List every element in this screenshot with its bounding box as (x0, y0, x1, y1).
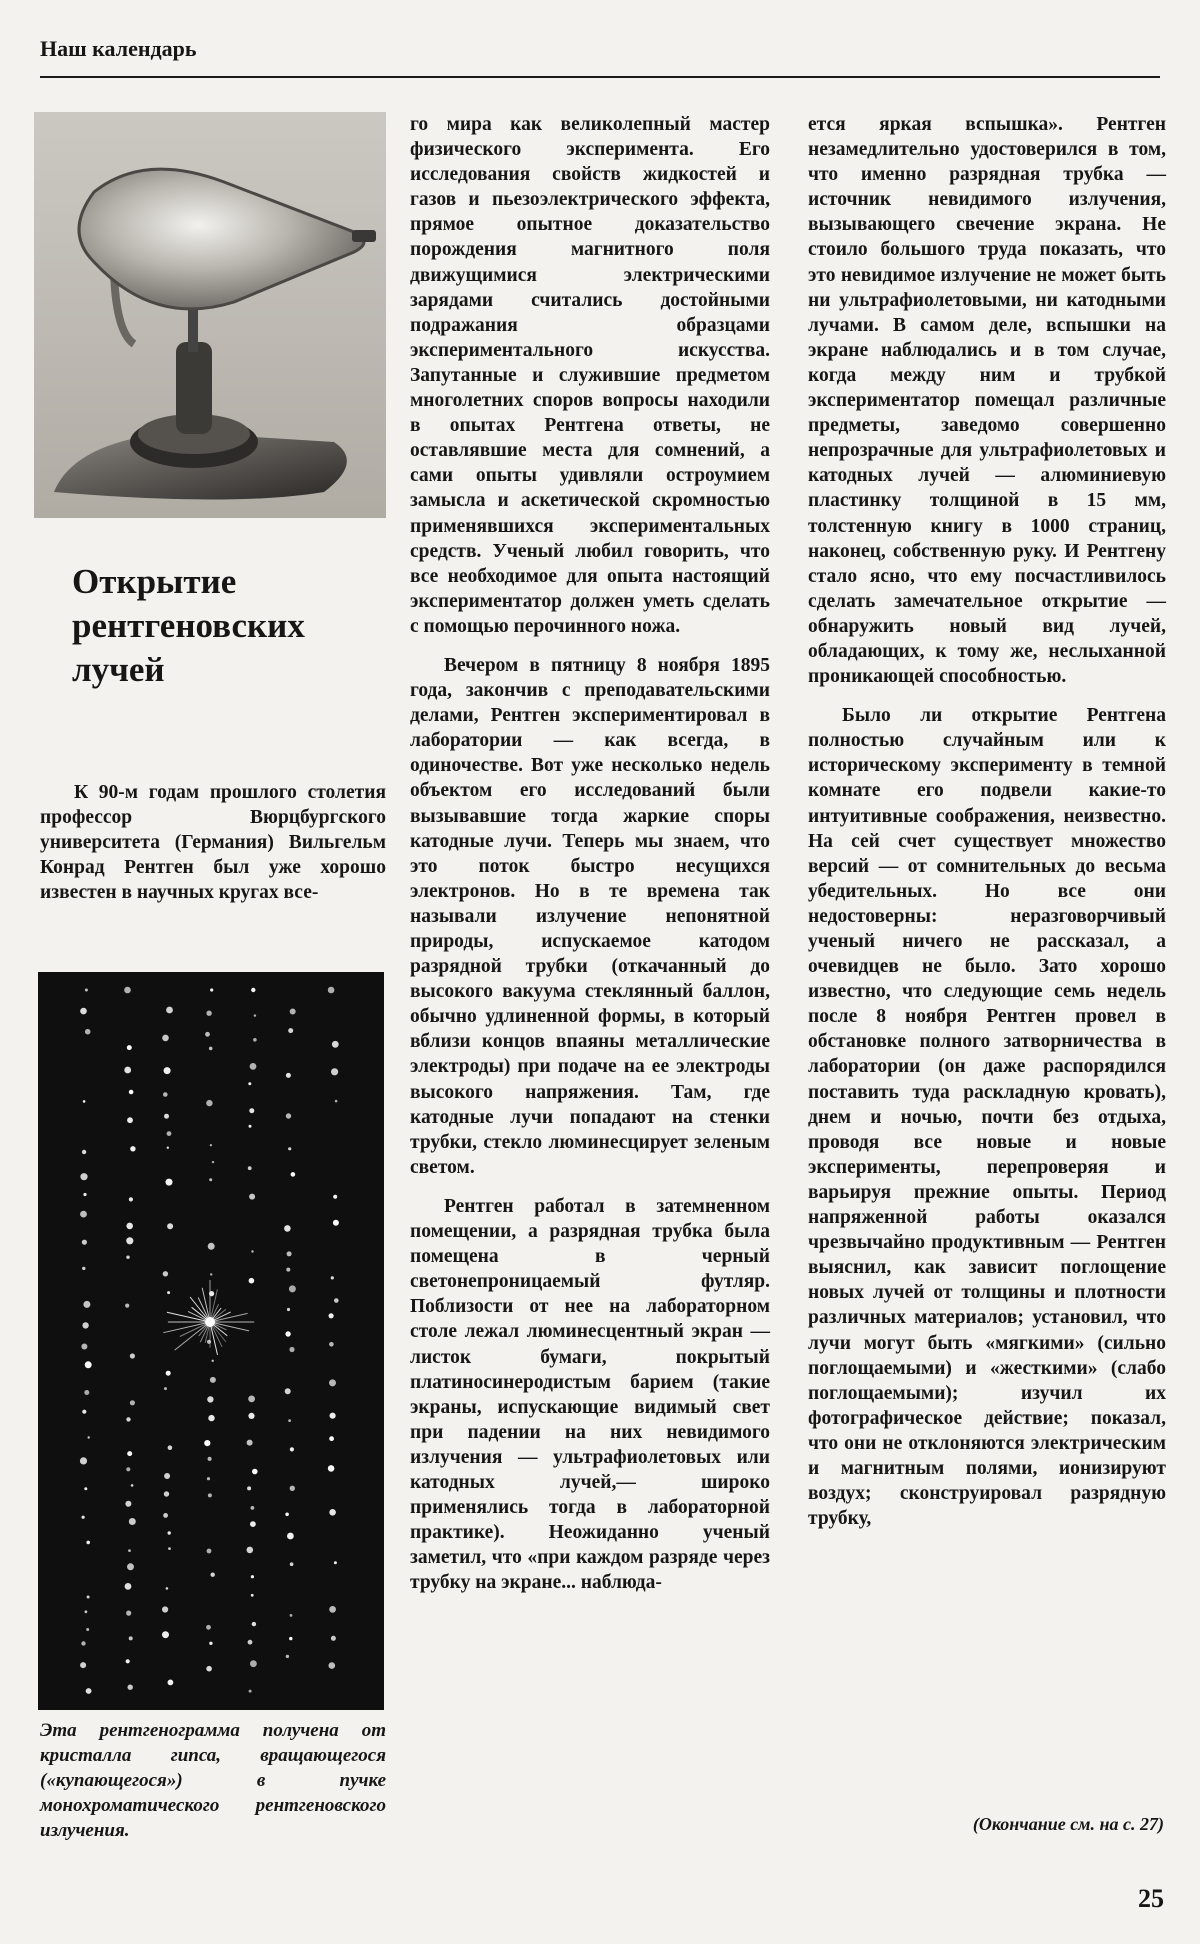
diffraction-spot (247, 1547, 254, 1554)
diffraction-spot (84, 1390, 89, 1395)
diffraction-spot (285, 1513, 289, 1517)
diffraction-spot (286, 1113, 291, 1118)
diffraction-spot (333, 1220, 339, 1226)
diffraction-spot (247, 1440, 253, 1446)
diffraction-spot (331, 1068, 338, 1075)
diffraction-spot (248, 1640, 253, 1645)
paragraph: К 90-м годам прошлого столетия профессор Вюрцбургского университета (Германия) Вильгельм Конрад Рентген был уже хорошо известен в научных кругах все- (40, 782, 386, 904)
diffraction-spot (162, 1631, 169, 1638)
diffraction-spot (205, 1032, 210, 1037)
diffraction-spot (328, 1465, 335, 1472)
diffraction-spot (249, 1125, 252, 1128)
diffraction-spot (206, 1666, 212, 1672)
diffraction-spot (82, 1322, 88, 1328)
paragraph: Рентген работал в затемненном помещении, а разрядная трубка была помещена в черный светонепроницаемый футляр. Поблизости от нее на лабораторном столе лежал люминесцентный экран — листок бумаги, покрытый платиносинеродистым барием (такие экраны, испускающие видимый свет при падении на них невидимого излучения — ультрафиолетовых или катодных лучей,— широко применялись тогда в лабораторной практике). Неожиданно ученый заметил, что «при каждом разряде через трубку на экране... наблюда- (410, 1195, 770, 1594)
diffraction-spot (249, 1278, 255, 1284)
diffraction-spot (252, 1622, 256, 1626)
diffraction-spot (212, 1360, 214, 1362)
diffraction-spot (329, 1662, 336, 1669)
diffraction-spot (81, 1344, 87, 1350)
diffraction-spot (167, 1291, 170, 1294)
discharge-tube-photo (34, 112, 386, 518)
diffraction-spot (130, 1400, 135, 1405)
x-ray-diffraction-image (38, 972, 384, 1710)
diffraction-spot (251, 988, 255, 992)
diffraction-spot (290, 1009, 296, 1015)
diffraction-spot (163, 1092, 168, 1097)
diffraction-spot (126, 1256, 129, 1259)
diffraction-spot (164, 1067, 171, 1074)
diffraction-spot (130, 1146, 135, 1151)
diffraction-spot (286, 1073, 291, 1078)
diffraction-spot (289, 1285, 296, 1292)
diffraction-spot (127, 1451, 132, 1456)
diffraction-spot (254, 1014, 256, 1016)
diffraction-spot (128, 1685, 133, 1690)
diffraction-spot (130, 1353, 135, 1358)
diffraction-spot (331, 1636, 336, 1641)
diffraction-spot (285, 1331, 290, 1336)
article-column-1 (40, 780, 386, 905)
diffraction-spot (290, 1447, 294, 1451)
diffraction-spot (127, 1563, 134, 1570)
diffraction-spot (164, 1473, 170, 1479)
diffraction-spot (163, 1271, 168, 1276)
diffraction-spot (166, 1371, 171, 1376)
diffraction-spot (83, 1301, 90, 1308)
diffraction-spot (212, 1161, 214, 1163)
diffraction-spot (250, 1063, 257, 1070)
diffraction-spot (209, 1642, 212, 1645)
header-divider (40, 76, 1160, 78)
diffraction-spot (251, 1250, 253, 1252)
diffraction-spot (249, 1690, 252, 1693)
diffraction-spot (328, 987, 335, 994)
diffraction-spot (82, 1410, 86, 1414)
diffraction-spot (284, 1225, 291, 1232)
diffraction-spot (288, 1147, 291, 1150)
diffraction-spot (83, 1100, 86, 1103)
diffraction-spot (211, 1573, 215, 1577)
diffraction-spot (208, 1415, 214, 1421)
diffraction-spot (207, 1549, 212, 1554)
diffraction-spot (124, 987, 131, 994)
diffraction-spot (168, 1547, 171, 1550)
diffraction-spot (82, 1150, 86, 1154)
diffraction-spot (290, 1614, 293, 1617)
diffraction-spot (166, 1587, 169, 1590)
diffraction-spot (126, 1417, 130, 1421)
diffraction-spot (330, 1413, 336, 1419)
diffraction-spot (334, 1561, 337, 1564)
diffraction-spot (206, 1100, 212, 1106)
diffraction-spot (129, 1636, 133, 1640)
paragraph: Вечером в пятницу 8 ноября 1895 года, закончив с преподавательскими делами, Рентген экспериментировал в лаборатории — как всегда, в одиночестве. Вот уже несколько недель объектом его исследований были вызывавшие тогда жаркие споры катодные лучи. Теперь мы знаем, что это поток быстро несущихся электронов. Но в те времена так называли излучение непонятной природы, испускаемое катодом разрядной трубки (откачанный до высокого вакуума стеклянный баллон, обычно удлиненной формы, в который вблизи концов впаяны металлические электроды) при подаче на ее электроды высокого напряжения. Там, где катодные лучи попадают на стенки трубки, стекло люминесцирует зеленым светом. (410, 654, 770, 1178)
diffraction-spot (126, 1467, 130, 1471)
diffraction-spot (124, 1067, 131, 1074)
diffraction-spot (84, 1487, 87, 1490)
image-caption: Эта рентгенограмма получена от кристалла гипса, вращающегося («купающегося») в пучке монохроматического рентгеновского излучения. (40, 1720, 386, 1841)
diffraction-spot (204, 1440, 210, 1446)
diffraction-spot (291, 1172, 296, 1177)
diffraction-spot (250, 1660, 257, 1667)
diffraction-spot (166, 1007, 173, 1014)
diffraction-spot (249, 1194, 255, 1200)
diffraction-spot (329, 1342, 334, 1347)
diffraction-spot (164, 1491, 169, 1496)
diffraction-spot (208, 1493, 212, 1497)
diffraction-spot (290, 1486, 295, 1491)
diffraction-spot (126, 1237, 133, 1244)
diffraction-spot (248, 1413, 254, 1419)
diffraction-spot (288, 1028, 293, 1033)
diffraction-spot (162, 1606, 168, 1612)
diffraction-spot (162, 1035, 169, 1042)
diffraction-spot (80, 1662, 86, 1668)
article-column-2 (410, 112, 770, 1595)
diffraction-spot (85, 1610, 88, 1613)
diffraction-spot (329, 1509, 336, 1516)
diffraction-spot (125, 1583, 132, 1590)
article-column-3 (808, 112, 1166, 1531)
diffraction-spot (168, 1531, 171, 1534)
diffraction-spot (125, 1501, 131, 1507)
diffraction-spot (209, 1178, 212, 1181)
diffraction-spot (210, 1377, 216, 1383)
diffraction-spot (287, 1251, 292, 1256)
diffraction-spot (129, 1090, 134, 1095)
diffraction-spot (286, 1268, 290, 1272)
diffraction-spot (80, 1211, 87, 1218)
diffraction-spot (290, 1562, 294, 1566)
diffraction-spot (329, 1379, 336, 1386)
diffraction-spot (127, 1117, 133, 1123)
diffraction-spot (164, 1114, 169, 1119)
diffraction-spot (253, 1038, 257, 1042)
paragraph: ется яркая вспышка». Рентген незамедлительно удостоверился в том, что именно разрядная трубка — источник невидимого излучения, вызывающего свечение экрана. Не стоило большого труда показать, что это невидимое излучение не может быть ни ультрафиолетовыми, ни катодными лучами. В самом деле, вспышки на экране наблюдались и в том случае, когда между ним и трубкой экспериментатор помещал различные предметы, заведомо совершенно непрозрачные для ультрафиолетовых и катодных лучей — алюминиевую пластинку толщиной в 15 мм, толстенную книгу в 1000 страниц, наконец, собственную руку. И Рентгену стало ясно, что ему посчастливилось сделать замечательное открытие — обнаружить новый вид лучей, обладающих, к тому же, неслыханной проникающей способностью. (808, 114, 1166, 688)
diffraction-spot (285, 1388, 291, 1394)
diffraction-spot (126, 1611, 131, 1616)
diffraction-spot (289, 1637, 292, 1640)
diffraction-spot (252, 1469, 258, 1475)
diffraction-spot (331, 1276, 334, 1279)
diffraction-spot (163, 1513, 168, 1518)
diffraction-spot (210, 1144, 212, 1146)
diffraction-spot (329, 1313, 334, 1318)
diffraction-spot (128, 1549, 131, 1552)
diffraction-spot (167, 1223, 173, 1229)
diffraction-spot (206, 1011, 211, 1016)
diffraction-spot (127, 1045, 132, 1050)
diffraction-spot (206, 1625, 211, 1630)
diffraction-spot (247, 1486, 251, 1490)
diffraction-spot (334, 1298, 339, 1303)
diffraction-spot (126, 1223, 133, 1230)
diffraction-spot (85, 1361, 92, 1368)
diffraction-spot (207, 1477, 210, 1480)
diffraction-spot (287, 1308, 290, 1311)
diffraction-spot (251, 1594, 254, 1597)
diffraction-spot (329, 1436, 334, 1441)
diffraction-spot (129, 1518, 136, 1525)
diffraction-spot (289, 1347, 294, 1352)
diffraction-spot (208, 1457, 212, 1461)
article-title: Открытие рентгеновских лучей (72, 562, 305, 689)
diffraction-spot (249, 1108, 254, 1113)
diffraction-spot (248, 1166, 252, 1170)
diffraction-spot (248, 1082, 251, 1085)
diffraction-spot (210, 1273, 212, 1275)
diffraction-spot (288, 1419, 291, 1422)
diffraction-spot (82, 1267, 85, 1270)
page-number: 25 (1138, 1884, 1164, 1913)
diffraction-spot (250, 1521, 256, 1527)
diffraction-spot (81, 1641, 85, 1645)
diffraction-spot (166, 1179, 173, 1186)
diffraction-spot (251, 1575, 254, 1578)
diffraction-spot (168, 1680, 174, 1686)
diffraction-spot (164, 1387, 167, 1390)
central-flare (205, 1317, 215, 1327)
diffraction-spot (129, 1197, 133, 1201)
diffraction-spot (335, 1100, 338, 1103)
diffraction-spot (80, 1457, 87, 1464)
diffraction-spot (286, 1655, 289, 1658)
diffraction-spot (329, 1606, 336, 1613)
diffraction-spot (80, 1173, 87, 1180)
diffraction-spot (168, 1445, 173, 1450)
diffraction-spot (210, 988, 213, 991)
diffraction-spot (333, 1195, 337, 1199)
diffraction-spot (208, 1243, 215, 1250)
paragraph: го мира как великолепный мастер физического эксперимента. Его исследования свойств жидкостей и газов и пьезоэлектрического эффекта, прямое опытное доказательство порождения магнитного поля движущимися электрическими зарядами считались достойными подражания образцами экспериментального искусства. Запутанные и служившие предметом многолетних споров вопросы находили в опытах Рентгена ответы, не оставлявшие места для сомнений, а сами опыты удивляли остроумием замысла и аскетической скромностью применявшихся экспериментальных средств. Ученый любил говорить, что все необходимое для опыта настоящий экспериментатор должен уметь сделать с помощью перочинного ножа. (410, 114, 770, 637)
diffraction-spot (82, 1516, 85, 1519)
diffraction-spot (209, 1047, 213, 1051)
diffraction-spot (86, 1628, 89, 1631)
diffraction-spot (248, 1396, 255, 1403)
diffraction-spot (85, 989, 88, 992)
diffraction-spot (85, 1029, 91, 1035)
diffraction-spot (332, 1041, 339, 1048)
diffraction-spot (125, 1304, 129, 1308)
diffraction-spot (86, 1688, 92, 1694)
diffraction-spot (88, 1436, 90, 1438)
section-header: Наш календарь (40, 36, 197, 61)
diffraction-spot (251, 1506, 255, 1510)
diffraction-spot (82, 1240, 87, 1245)
diffraction-spot (80, 1008, 87, 1015)
diffraction-spot (167, 1131, 172, 1136)
diffraction-spot (287, 1533, 294, 1540)
diffraction-spot (207, 1396, 213, 1402)
diffraction-spot (167, 1147, 169, 1149)
diffraction-spot (87, 1596, 90, 1599)
diffraction-spot (126, 1659, 130, 1663)
diffraction-spot (86, 1541, 90, 1545)
continuation-note: (Окончание см. на с. 27) (972, 1814, 1164, 1834)
paragraph: Было ли открытие Рентгена полностью случайным или к историческому эксперименту в темной комнате его подвели какие-то интуитивные соображения, неизвестно. На сей счет существует множество версий — от сомнительных до весьма убедительных. Но все они недостоверны: неразговорчивый ученый ничего не рассказал, а очевидцев не было. Зато хорошо известно, что следующие семь недель после 8 ноября Рентген провел в обстановке полного затворничества в лаборатории (он даже распорядился поставить туда раскладную кровать), днем и ночью, почти без отдыха, проводя все новые и новые эксперименты, перепроверяя и варьируя прежние опыты. Период напряженной работы оказался чрезвычайно продуктивным — Рентген выяснил, как зависит поглощение новых лучей от толщины и плотности различных материалов; установил, что лучи могут быть «мягкими» (сильно поглощаемыми) и «жесткими» (слабо поглощаемыми); изучил их фотографическое действие; показал, что они не отклоняются электрическим и магнитным полями, ионизируют воздух; сконструировал разрядную трубку, (808, 705, 1166, 1530)
diffraction-spot (83, 1193, 86, 1196)
diffraction-spot (131, 1484, 134, 1487)
